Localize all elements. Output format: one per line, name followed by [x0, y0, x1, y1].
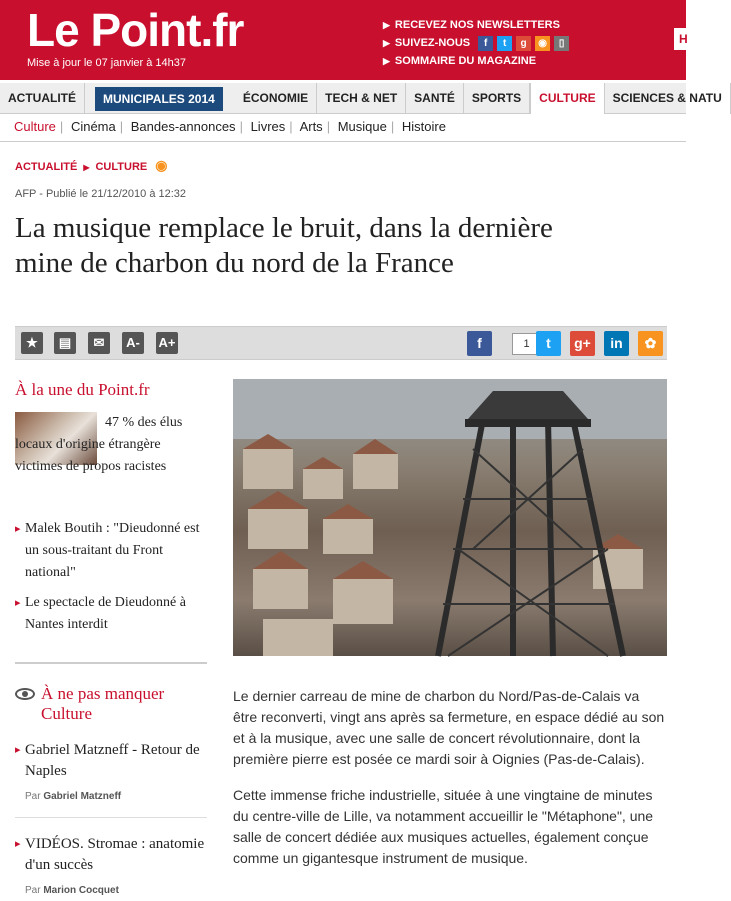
- facebook-count: 1: [512, 333, 541, 355]
- subnav-history[interactable]: Histoire: [401, 119, 446, 134]
- facebook-icon[interactable]: f: [478, 36, 493, 51]
- arrow-icon: ▶: [383, 37, 390, 48]
- font-increase-button[interactable]: A+: [156, 332, 178, 354]
- header-links: [383, 16, 569, 70]
- subnav-arts[interactable]: Arts: [299, 119, 323, 134]
- nav-sciences[interactable]: SCIENCES & NATU: [605, 83, 731, 114]
- article-photo: [233, 379, 667, 656]
- update-time: Mise à jour le 07 janvier à 14h37: [27, 57, 186, 69]
- sidebar-title: À la une du Point.fr: [15, 380, 150, 399]
- byline-prefix: Par: [25, 791, 41, 802]
- article-title: La musique remplace le bruit, dans la dernière mine de charbon du nord de la France: [15, 212, 553, 279]
- eye-icon: [15, 688, 35, 700]
- nav-culture[interactable]: CULTURE: [530, 83, 604, 114]
- list-item[interactable]: ▸ Malek Boutih : "Dieudonné est un sous-traitant du Front national": [15, 518, 207, 584]
- breadcrumb-actualite[interactable]: ACTUALITÉ: [15, 161, 78, 173]
- byline-author[interactable]: Marion Cocquet: [43, 885, 119, 896]
- subnav-cinema[interactable]: Cinéma: [70, 119, 116, 134]
- main-nav: [0, 83, 722, 114]
- article-paragraph: Cette immense friche industrielle, située à une vingtaine de minutes du centre-ville de Lille, va notamment accueillir le "Métaphone", une salle de concert dédiée aux musiques actuelles, également conçue comme un gigantesque instrument de musique.: [233, 787, 654, 866]
- mobile-icon[interactable]: ▯: [554, 36, 569, 51]
- arrow-icon: ▶: [383, 55, 390, 66]
- twitter-icon[interactable]: t: [497, 36, 512, 51]
- mine-headframe-image: [233, 379, 667, 656]
- facebook-icon[interactable]: f: [467, 331, 492, 356]
- subnav-culture[interactable]: Culture: [14, 119, 56, 134]
- subnav-music[interactable]: Musique: [337, 119, 387, 134]
- list-item[interactable]: [15, 740, 207, 807]
- twitter-icon[interactable]: t: [536, 331, 561, 356]
- googleplus-icon[interactable]: g: [516, 36, 531, 51]
- star-icon[interactable]: ★: [21, 332, 43, 354]
- nav-tech[interactable]: TECH & NET: [317, 83, 406, 114]
- linkedin-icon[interactable]: in: [604, 331, 629, 356]
- list-item[interactable]: [15, 834, 207, 901]
- nav-sports[interactable]: SPORTS: [464, 83, 530, 114]
- sidebar: [15, 380, 207, 901]
- list-item[interactable]: ▸ Le spectacle de Dieudonné à Nantes interdit: [15, 592, 207, 636]
- nav-economie[interactable]: ÉCONOMIE: [235, 83, 317, 114]
- site-logo[interactable]: Le Point.fr: [27, 4, 244, 56]
- newsletter-link[interactable]: ▶ RECEVEZ NOS NEWSLETTERS: [383, 19, 560, 31]
- item-title[interactable]: ▸ VIDÉOS. Stromae : anatomie d'un succès: [25, 836, 205, 873]
- nav-municipales[interactable]: MUNICIPALES 2014: [95, 87, 223, 111]
- subnav-books[interactable]: Livres: [250, 119, 286, 134]
- header-box[interactable]: H: [674, 28, 704, 50]
- nav-sante[interactable]: SANTÉ: [406, 83, 464, 114]
- byline-author[interactable]: Gabriel Matzneff: [43, 791, 122, 802]
- article-body: [233, 686, 667, 884]
- googleplus-icon[interactable]: g+: [570, 331, 595, 356]
- print-icon[interactable]: ▤: [54, 332, 76, 354]
- arrow-icon: ▶: [383, 19, 390, 30]
- article-source: AFP - Publié le 21/12/2010 à 12:32: [15, 188, 187, 200]
- section-header: [15, 684, 207, 724]
- follow-us-link[interactable]: ▶ SUIVEZ-NOUS f t g ◉ ▯: [383, 34, 569, 52]
- font-decrease-button[interactable]: A-: [122, 332, 144, 354]
- article-toolbar: [15, 326, 667, 360]
- sub-nav: Culture | Cinéma | Bandes-annonces | Livres | Arts | Musique | Histoire: [0, 115, 686, 142]
- breadcrumb-culture[interactable]: CULTURE: [95, 161, 148, 173]
- rss-icon[interactable]: ◉: [535, 36, 550, 51]
- magazine-link[interactable]: ▶ SOMMAIRE DU MAGAZINE: [383, 55, 537, 67]
- email-icon[interactable]: ✉: [88, 332, 110, 354]
- top-story-text[interactable]: 47 % des élus locaux d'origine étrangère victimes de propos racistes: [15, 415, 183, 474]
- item-title[interactable]: ▸ Gabriel Matzneff - Retour de Naples: [25, 742, 200, 779]
- section-title: À ne pas manquer Culture: [41, 684, 165, 723]
- chevron-icon: ▶: [83, 163, 90, 172]
- byline-prefix: Par: [25, 885, 41, 896]
- share-icon[interactable]: ✿: [638, 331, 663, 356]
- top-story[interactable]: [15, 412, 207, 510]
- nav-actualite[interactable]: ACTUALITÉ: [0, 83, 85, 114]
- subnav-trailers[interactable]: Bandes-annonces: [130, 119, 236, 134]
- breadcrumb: [15, 157, 167, 174]
- divider: [15, 662, 207, 664]
- site-header: [0, 0, 686, 80]
- divider: [15, 817, 207, 818]
- rss-icon[interactable]: ◉: [155, 157, 168, 173]
- article-paragraph: Le dernier carreau de mine de charbon du Nord/Pas-de-Calais va être reconverti, vingt ans après sa fermeture, en espace dédié au son et à la musique, avec une salle de concert révolutionnaire, dont la première pierre est posée ce mardi soir à Oignies (Pas-de-Calais).: [233, 688, 665, 767]
